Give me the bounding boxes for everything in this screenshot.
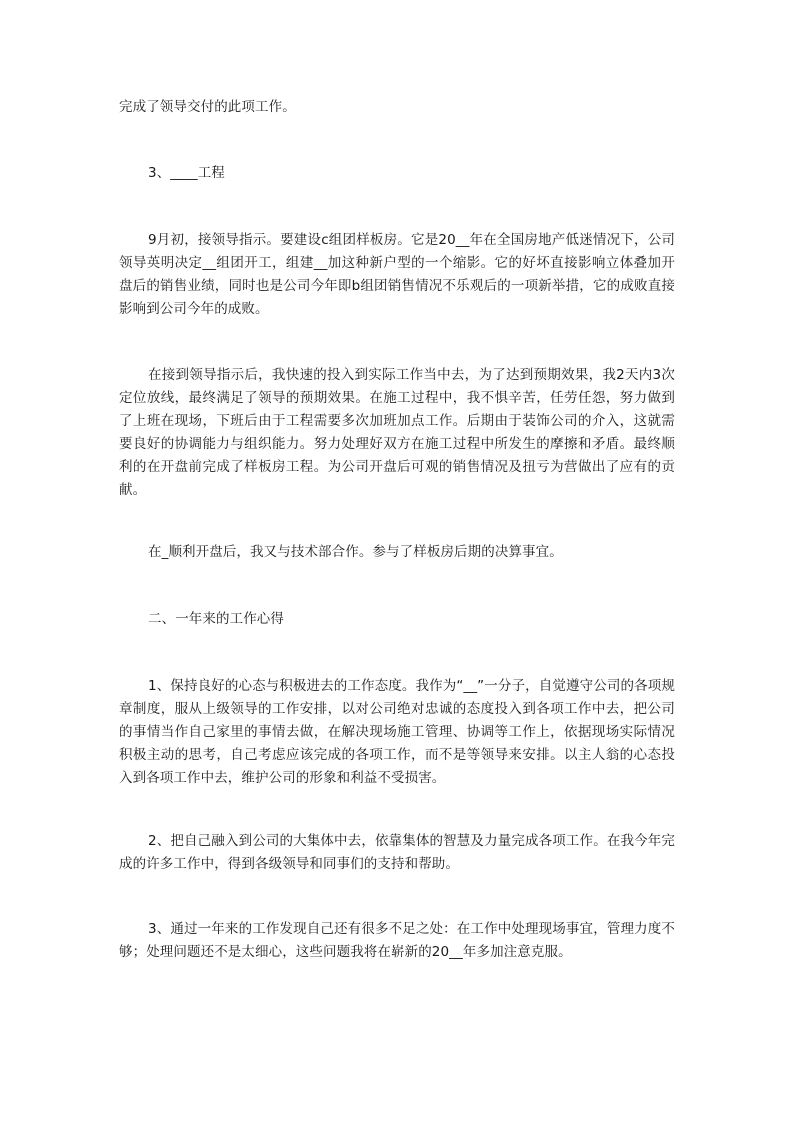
paragraph-september: 9月初，接领导指示。要建设c组团样板房。它是20__年在全国房地产低迷情况下，公司领导英明决定__组团开工，组建__加这种新户型的一个缩影。它的好坏直接影响立体叠加开盘后的销售业绩，同时也是公司今年即b组团销售情况不乐观后的一项新举措，它的成败直接影响到公司今年的成败。 [119, 232, 675, 317]
paragraph-item-1: 1、保持良好的心态与积极进去的工作态度。我作为“__”一分子，自觉遵守公司的各项规章制度，服从上级领导的工作安排，以对公司绝对忠诚的态度投入到各项工作中去，把公司的事情当作自己家里的事情去做，在解决现场施工管理、协调等工作上，依据现场实际情况积极主动的思考，自己考虑应该完成的各项工作，而不是等领导来安排。以主人翁的心态投入到各项工作中去，维护公司的形象和利益不受损害。 [119, 678, 675, 786]
paragraph-item-2: 2、把自己融入到公司的大集体中去，依靠集体的智慧及力量完成各项工作。在我今年完成的许多工作中，得到各级领导和同事们的支持和帮助。 [119, 833, 675, 872]
section-heading-project: 3、____工程 [148, 165, 225, 181]
paragraph-continuation: 完成了领导交付的此项工作。 [119, 99, 296, 115]
section-heading-experience: 二、一年来的工作心得 [148, 611, 284, 627]
paragraph-after-opening: 在_顺利开盘后，我又与技术部合作。参与了样板房后期的决算事宜。 [148, 544, 563, 560]
paragraph-after-instruction: 在接到领导指示后，我快速的投入到实际工作当中去，为了达到预期效果，我2天内3次定位放线，最终满足了领导的预期效果。在施工过程中，我不惧辛苦，任劳任怨，努力做到了上班在现场，下班后由于工程需要多次加班加点工作。后期由于装饰公司的介入，这就需要良好的协调能力与组织能力。努力处理好双方在施工过程中所发生的摩擦和矛盾。最终顺利的在开盘前完成了样板房工程。为公司开盘后可观的销售情况及扭亏为营做出了应有的贡献。 [119, 367, 675, 498]
paragraph-item-3: 3、通过一年来的工作发现自己还有很多不足之处：在工作中处理现场事宜，管理力度不够；处理问题还不是太细心，这些问题我将在崭新的20__年多加注意克服。 [119, 921, 675, 960]
